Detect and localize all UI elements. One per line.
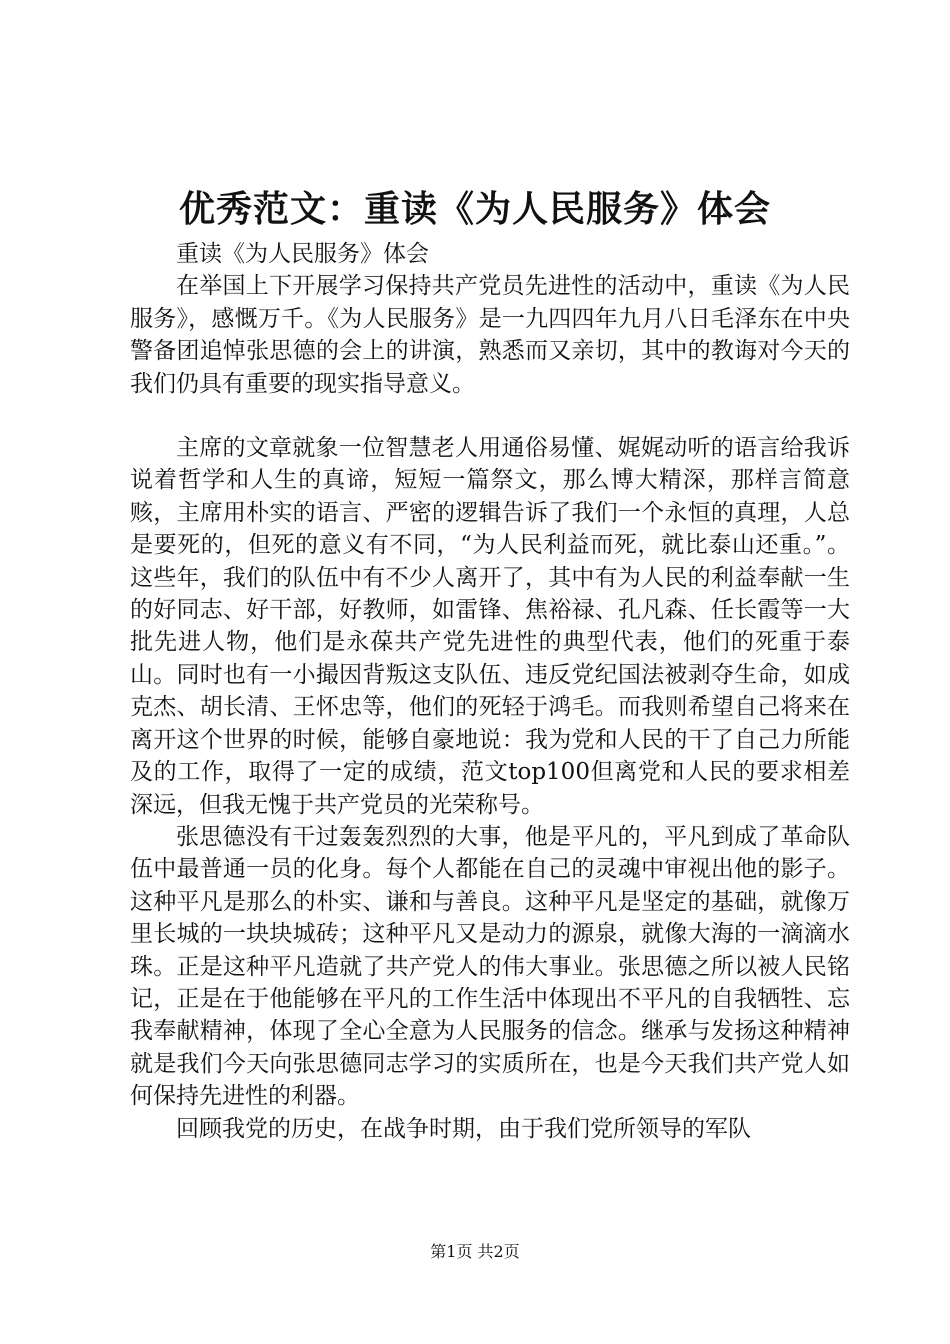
paragraph: 张思德没有干过轰轰烈烈的大事，他是平凡的，平凡到成了革命队伍中最普通一员的化身。每个人都能在自己的灵魂中审视出他的影子。这种平凡是那么的朴实、谦和与善良。这种平凡是坚定的基础，就像万里长城的一块块城砖；这种平凡又是动力的源泉，就像大海的一滴滴水珠。正是这种平凡造就了共产党人的伟大事业。张思德之所以被人民铭记，正是在于他能够在平凡的工作生活中体现出不平凡的自我牺牲、忘我奉献精神，体现了全心全意为人民服务的信念。继承与发扬这种精神就是我们今天向张思德同志学习的实质所在，也是今天我们共产党人如何保持先进性的利器。	[130, 823, 850, 1110]
paragraph: 回顾我党的历史，在战争时期，由于我们党所领导的军队	[176, 1115, 751, 1142]
paragraph: 主席的文章就象一位智慧老人用通俗易懂、娓娓动听的语言给我诉说着哲学和人生的真谛，短短一篇祭文，那么博大精深，那样言简意赅，主席用朴实的语言、严密的逻辑告诉了我们一个永恒的真理，人总是要死的，但死的意义有不同，“为人民利益而死，就比泰山还重。”。这些年，我们的队伍中有不少人离开了，其中有为人民的利益奉献一生的好同志、好干部，好教师，如雷锋、焦裕禄、孔凡森、任长霞等一大批先进人物，他们是永葆共产党先进性的典型代表，他们的死重于泰山。同时也有一小撮因背叛这支队伍、违反党纪国法被剥夺生命，如成克杰、胡长清、王怀忠等，他们的死轻于鸿毛。而我则希望自己将来在离开这个世界的时候，能够自豪地说：我为党和人民的干了自己力所能及的工作，取得了一定的成绩，范文top100但离党和人民的要求相差深远，但我无愧于共产党员的光荣称号。	[130, 435, 850, 818]
document-title: 优秀范文：重读《为人民服务》体会	[178, 188, 771, 230]
document-body	[130, 238, 850, 1145]
paragraph: 在举国上下开展学习保持共产党员先进性的活动中，重读《为人民服务》，感慨万千。《为人民服务》是一九四四年九月八日毛泽东在中央警备团追悼张思德的会上的讲演，熟悉而又亲切，其中的教诲对今天的我们仍具有重要的现实指导意义。	[130, 273, 850, 397]
page-footer: 第1页 共2页	[430, 1242, 520, 1261]
document-subtitle: 重读《为人民服务》体会	[176, 241, 429, 267]
